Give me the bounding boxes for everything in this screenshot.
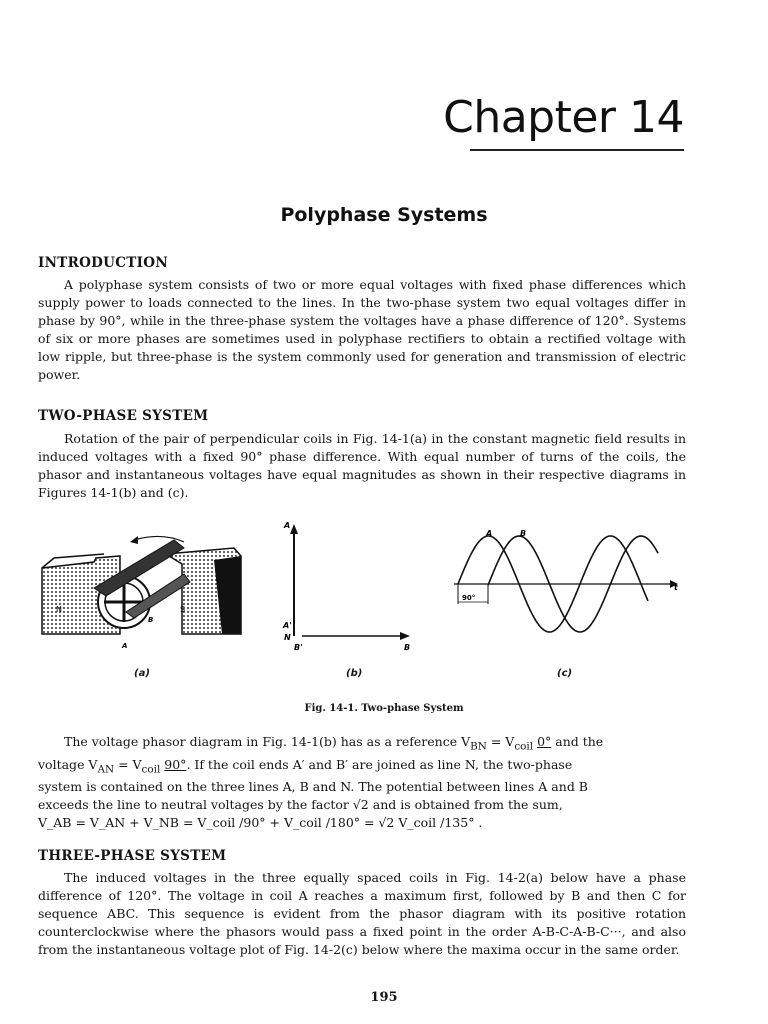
page-number: 195 bbox=[370, 990, 398, 1005]
phasor-line-5: V_AB = V_AN + V_NB = V_coil /90° + V_coil /180° = √2 V_coil /135° . bbox=[38, 815, 483, 830]
phasor-line-1: The voltage phasor diagram in Fig. 14-1(b) has as a reference $V_{BN} = V_{coil}$ 0° and the bbox=[64, 734, 604, 753]
two-phase-heading: TWO-PHASE SYSTEM bbox=[38, 408, 209, 424]
pole-s-label: S bbox=[180, 605, 186, 614]
figure-a-generator bbox=[34, 530, 249, 650]
phasor-b-arrowhead bbox=[400, 632, 410, 640]
two-phase-paragraph: Rotation of the pair of perpendicular coils in Fig. 14-1(a) in the constant magnetic field results in induced voltages with a fixed 90° phase difference. With equal number of turns of the coils, the phasor and instantaneous voltages have equal magnitudes as shown in their respective diagrams in Figures 14-1(b) and (c). bbox=[38, 431, 686, 500]
chapter-rule bbox=[470, 149, 684, 151]
chapter-heading: Chapter 14 bbox=[443, 92, 684, 143]
figure-c-waveforms bbox=[448, 522, 684, 640]
phasor-a-arrowhead bbox=[290, 524, 298, 534]
coil-a-label: A bbox=[122, 642, 128, 650]
phasor-line-2: voltage $V_{AN} = V_{coil}$ 90°. If the coil ends A′ and B′ are joined as line N, the two-phase bbox=[38, 756, 573, 775]
shift-label: 90° bbox=[462, 594, 476, 602]
pole-n-label: N bbox=[56, 605, 62, 614]
phasor-a-label: A bbox=[284, 521, 291, 530]
figure-a-label: (a) bbox=[134, 668, 150, 679]
phasor-n-label: N bbox=[284, 633, 291, 642]
phasor-paragraph bbox=[38, 733, 686, 832]
figure-caption: Fig. 14-1. Two-phase System bbox=[304, 703, 464, 714]
phasor-a-prime-label: A' bbox=[283, 621, 292, 630]
wave-b-label: B bbox=[520, 529, 527, 538]
phasor-line-3: system is contained on the three lines A, B and N. The potential between lines A and B bbox=[38, 779, 588, 794]
figure-b-phasor-diagram bbox=[278, 518, 418, 658]
phasor-b-label: B bbox=[404, 643, 411, 652]
figure-c-label: (c) bbox=[557, 668, 573, 679]
three-phase-heading: THREE-PHASE SYSTEM bbox=[38, 848, 227, 864]
wave-a-label: A bbox=[486, 529, 493, 538]
time-label: t bbox=[674, 583, 678, 592]
figure-b-label: (b) bbox=[346, 668, 363, 679]
phasor-line-4: exceeds the line to neutral voltages by the factor √2 and is obtained from the sum, bbox=[38, 797, 563, 812]
coil-b-label: B bbox=[148, 616, 154, 624]
page-title: Polyphase Systems bbox=[280, 204, 488, 226]
three-phase-paragraph: The induced voltages in the three equally spaced coils in Fig. 14-2(a) below have a phase difference of 120°. The voltage in coil A reaches a maximum first, followed by B and then C for sequence ABC. This sequence is evident from the phasor diagram with its positive rotation counterclockwise where the phasors would pass a fixed point in the order A-B-C-A-B-C···, and also from the instantaneous voltage plot of Fig. 14-2(c) below where the maxima occur in the same order. bbox=[38, 870, 686, 957]
introduction-paragraph: A polyphase system consists of two or more equal voltages with fixed phase differences which supply power to loads connected to the lines. In the two-phase system two equal voltages differ in phase by 90°, while in the three-phase system the voltages have a phase difference of 120°. Systems of six or more phases are sometimes used in polyphase rectifiers to obtain a rectified voltage with low ripple, but three-phase is the system commonly used for generation and transmission of electric power. bbox=[38, 277, 686, 382]
introduction-heading: INTRODUCTION bbox=[38, 255, 168, 271]
phasor-b-prime-label: B' bbox=[294, 643, 303, 652]
